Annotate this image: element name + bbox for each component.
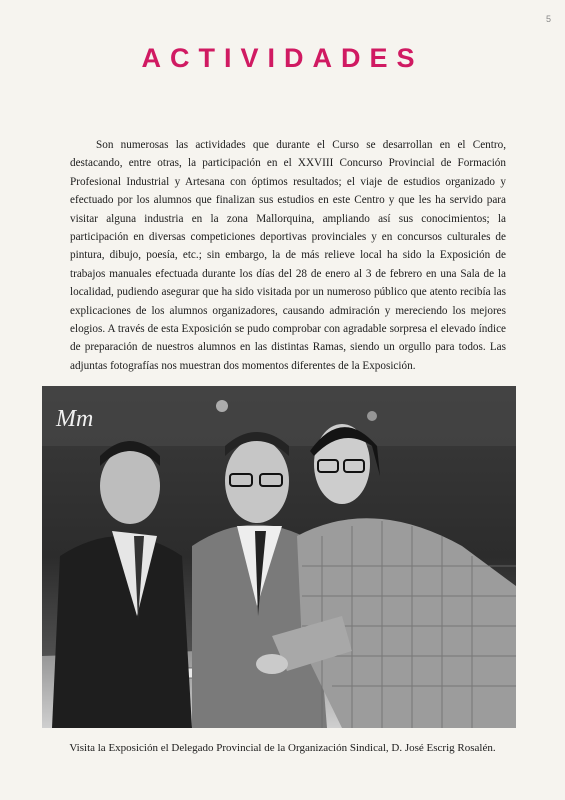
article-paragraph: Son numerosas las actividades que durante el Curso se desarrollan en el Centro, destacando, entre otras, la participación en el XXVIII Concurso Provincial de Formación Profesional Industrial y Artesana con óptimos resultados; el viaje de estudios organizado y efectuado por los alumnos que finalizan sus estudios en este Centro y que les ha servido para visitar alguna industria en la zona Mallorquina, ampliando así sus conocimientos; la participación en diversas competiciones deportivas provinciales y en concursos culturales de pintura, dibujo, poesía, etc.; sin embargo, la de más relieve local ha sido la Exposición de trabajos manuales efectuada durante los días del 28 de enero al 3 de febrero en una Sala de la localidad, pudiendo asegurar que ha sido visitada por un numeroso público que atento recibía las explicaciones de los alumnos organizadores, causando admiración y mereciendo los mejores elogios. A través de esta Exposición se pudo comprobar con agradable sorpresa el elevado índice de preparación de nuestros alumnos en las distintas Ramas, siendo un orgullo para todos. Las adjuntas fotografías nos muestran dos momentos diferentes de la Exposición. <box>70 139 506 372</box>
page-mark: 5 <box>545 14 551 24</box>
page-title: ACTIVIDADES <box>141 43 424 73</box>
exhibition-photo <box>42 386 516 728</box>
photo-caption: Visita la Exposición el Delegado Provincial de la Organización Sindical, D. José Escrig Rosalén. <box>69 742 496 754</box>
photo-illustration <box>42 386 516 728</box>
photo-signature: Mm <box>56 406 94 432</box>
